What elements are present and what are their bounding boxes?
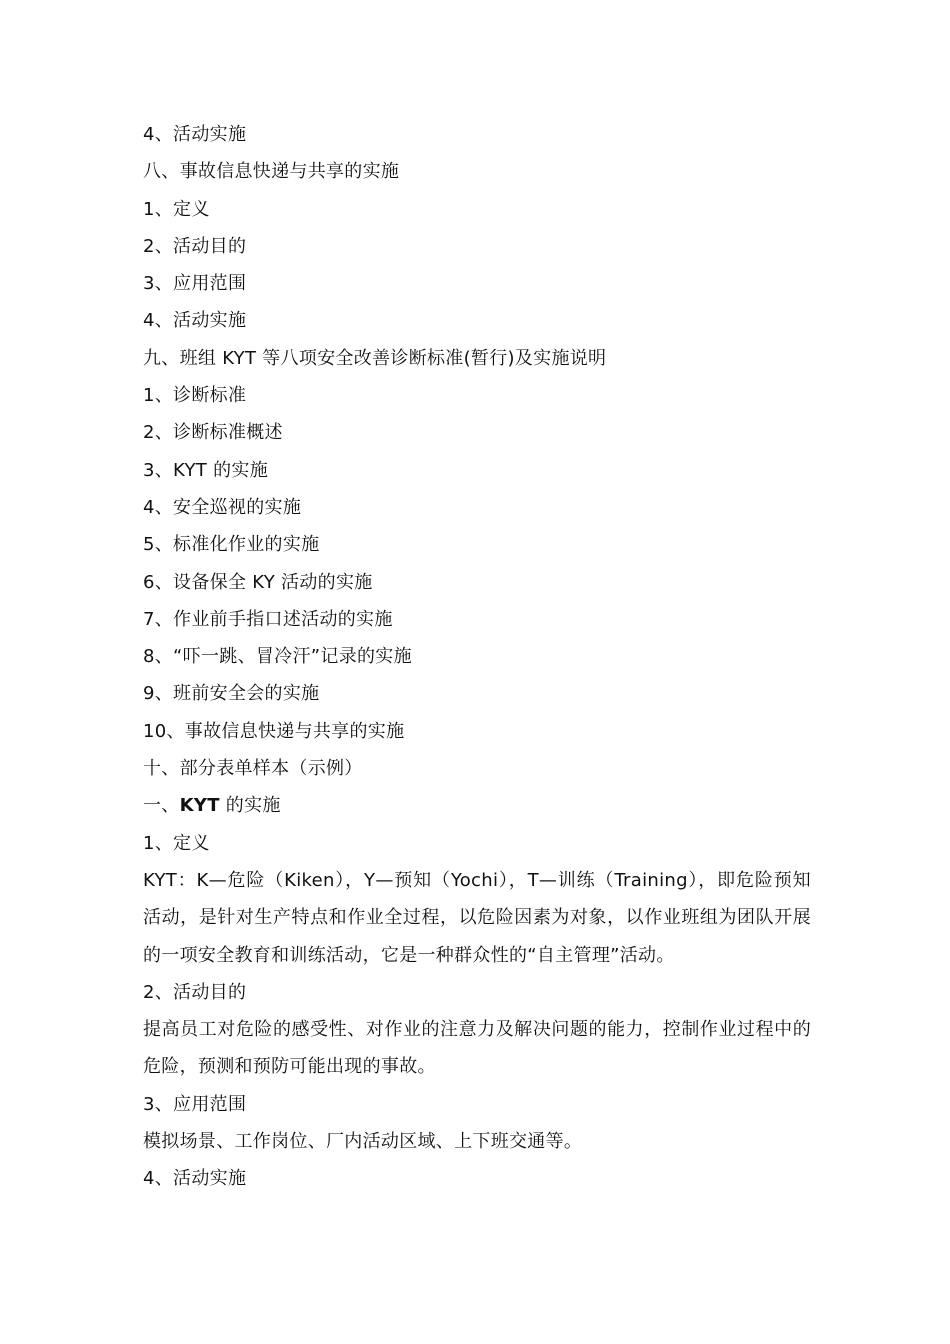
outline-item: 1、定义 <box>143 198 210 220</box>
outline-item: 八、事故信息快递与共享的实施 <box>143 161 400 183</box>
purpose-paragraph: 提高员工对危险的感受性、对作业的注意力及解决问题的能力，控制作业过程中的危险，预测和预防可能出现的事故。 <box>143 1019 811 1078</box>
scope-heading: 3、应用范围 <box>143 1093 247 1115</box>
outline-item: 2、活动目的 <box>143 235 247 257</box>
outline-item: 7、作业前手指口述活动的实施 <box>143 608 393 630</box>
outline-item: 10、事故信息快递与共享的实施 <box>143 720 405 742</box>
outline-item: 4、活动实施 <box>143 310 247 332</box>
section-heading <box>143 787 811 824</box>
outline-item: 3、应用范围 <box>143 273 247 295</box>
scope-paragraph: 模拟场景、工作岗位、厂内活动区域、上下班交通等。 <box>143 1131 583 1153</box>
outline-item: 十、部分表单样本（示例） <box>143 758 363 780</box>
outline-item: 4、活动实施 <box>143 124 247 145</box>
outline-item: 5、标准化作业的实施 <box>143 534 320 556</box>
implementation-heading: 4、活动实施 <box>143 1168 247 1190</box>
outline-item: 2、诊断标准概述 <box>143 422 283 444</box>
document-body <box>143 116 811 1198</box>
outline-item: 1、诊断标准 <box>143 385 247 407</box>
section-bold-term: KYT <box>179 795 220 817</box>
section-prefix: 一、 <box>143 795 180 817</box>
definition-paragraph: KYT：K—危险（Kiken），Y—预知（Yochi），T—训练（Training），即危险预知活动，是针对生产特点和作业全过程，以危险因素为对象，以作业班组为团队开展的一项安全教育和训练活动，它是一种群众性的“自主管理”活动。 <box>143 869 811 966</box>
section-suffix: 的实施 <box>219 795 281 817</box>
outline-item: 6、设备保全 KY 活动的实施 <box>143 571 373 593</box>
outline-item: 4、安全巡视的实施 <box>143 496 302 518</box>
definition-heading: 1、定义 <box>143 832 210 854</box>
outline-item: 3、KYT 的实施 <box>143 459 269 481</box>
outline-item: 9、班前安全会的实施 <box>143 683 320 705</box>
outline-item: 九、班组 KYT 等八项安全改善诊断标准(暂行)及实施说明 <box>143 347 607 369</box>
purpose-heading: 2、活动目的 <box>143 981 247 1003</box>
outline-item: 8、“吓一跳、冒冷汗”记录的实施 <box>143 646 412 668</box>
